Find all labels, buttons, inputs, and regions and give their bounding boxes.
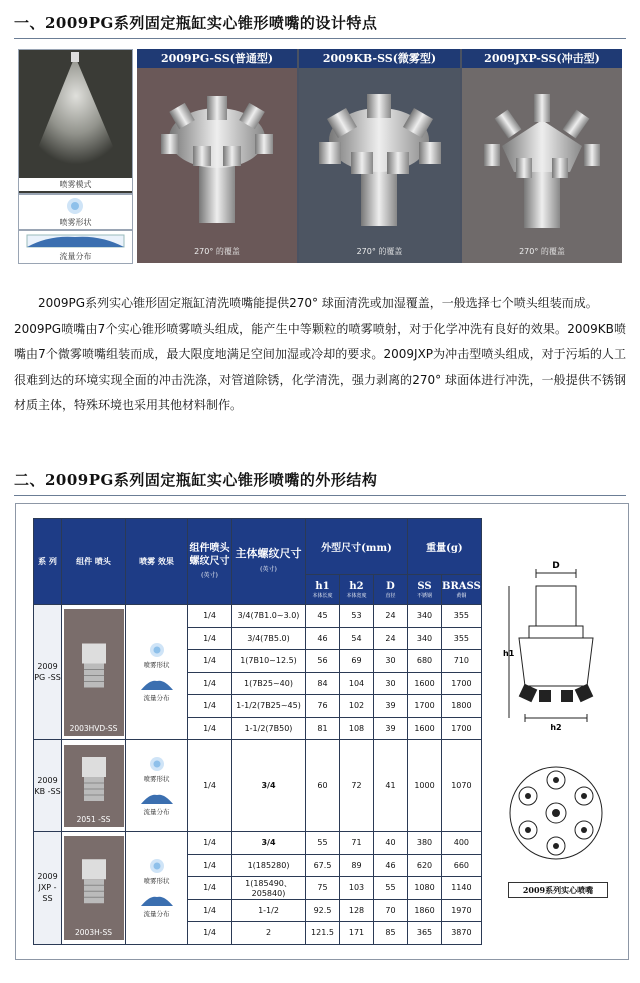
table-cell: 1860 (408, 899, 442, 922)
nozzle-model-label: 2003HVD-SS (69, 723, 118, 733)
nozzle-assembly-kb-image (299, 68, 460, 263)
product-gallery (137, 49, 622, 263)
dim-label-d: D (552, 561, 560, 571)
table-cell: 89 (340, 854, 374, 877)
table-cell: 85 (374, 922, 408, 945)
table-cell: 365 (408, 922, 442, 945)
table-cell: 1/4 (188, 899, 232, 922)
intro-paragraph-2: 2009PG喷嘴由7个实心锥形喷雾喷头组成，能产生中等颗粒的喷雾喷射，对于化学冲洗有良好的效果。2009KB喷嘴由7个微雾喷嘴组装而成，最大限度地满足空间加湿或冷却的要求。2009JXP为冲击型喷头组成，对于污垢的人工很难到达的环境实现全面的冲击洗涤，对管道除锈，化学清洗，强力剥离的270° 球面体进行冲洗，一般提供不锈钢材质主体，特殊环境也采用其他材料制作。 (14, 321, 626, 412)
table-cell: 1140 (442, 877, 482, 900)
table-cell: 1/4 (188, 627, 232, 650)
table-cell: 40 (374, 832, 408, 855)
product-title-jxp: 2009JXP-SS(冲击型) (462, 49, 622, 68)
nozzle-cell (62, 740, 126, 832)
spray-shape-label: 喷雾形状 (59, 218, 92, 227)
table-cell: 39 (374, 695, 408, 718)
table-row (34, 605, 482, 628)
table-cell: 75 (306, 877, 340, 900)
table-cell: 1800 (442, 695, 482, 718)
header-main-thread-unit: (英寸) (260, 565, 277, 573)
table-cell: 60 (306, 740, 340, 832)
spray-shape-box (18, 194, 133, 230)
table-cell: 1/4 (188, 877, 232, 900)
table-cell: 1600 (408, 672, 442, 695)
section1-title: 一、2009PG系列固定瓶缸实心锥形喷嘴的设计特点 (14, 14, 378, 32)
intro-text (14, 291, 626, 419)
table-cell: 70 (374, 899, 408, 922)
table-cell: 3/4 (232, 832, 306, 855)
table-cell: 67.5 (306, 854, 340, 877)
table-cell: 340 (408, 605, 442, 628)
effect-cell (126, 832, 188, 945)
diagram-caption: 2009系列实心喷嘴 (508, 882, 608, 898)
header-main-thread-label: 主体螺纹尺寸 (235, 546, 302, 560)
table-cell: 24 (374, 627, 408, 650)
series-cell: 2009 PG -SS (34, 605, 62, 740)
table-cell: 56 (306, 650, 340, 673)
table-cell: 1/4 (188, 854, 232, 877)
table-cell: 53 (340, 605, 374, 628)
dimension-diagram (501, 558, 611, 938)
table-cell: 380 (408, 832, 442, 855)
table-cell: 39 (374, 717, 408, 740)
header-effect: 喷雾 效果 (126, 519, 188, 605)
header-dims: 外型尺寸(mm) (306, 519, 408, 575)
effect-shape-label: 喷雾形状 (143, 661, 170, 669)
header-weight: 重量(g) (408, 519, 482, 575)
table-cell: 1(7B10~12.5) (232, 650, 306, 673)
flow-dist-icon (140, 893, 174, 907)
table-cell: 92.5 (306, 899, 340, 922)
table-cell: 171 (340, 922, 374, 945)
table-row (34, 832, 482, 855)
coverage-label-kb: 270° 的覆盖 (356, 247, 403, 256)
table-cell: 69 (340, 650, 374, 673)
intro-paragraph-1: 2009PG系列实心锥形固定瓶缸清洗喷嘴能提供270° 球面清洗或加湿覆盖，一般选择七个喷头组装而成。 (38, 296, 598, 310)
table-cell: 1/4 (188, 717, 232, 740)
header-series: 系 列 (34, 519, 62, 605)
table-cell: 1-1/2(7B50) (232, 717, 306, 740)
product-photo-kb (299, 68, 460, 263)
spray-mode-label: 喷雾模式 (19, 178, 132, 191)
table-cell: 46 (374, 854, 408, 877)
header-h2: h2 本体宽度 (340, 575, 374, 605)
table-cell: 620 (408, 854, 442, 877)
nozzle-cell (62, 605, 126, 740)
table-cell: 1/4 (188, 832, 232, 855)
table-cell: 104 (340, 672, 374, 695)
coverage-label-pg: 270° 的覆盖 (194, 247, 240, 256)
table-cell: 41 (374, 740, 408, 832)
spray-shape-icon (148, 642, 166, 658)
nozzle-model-label: 2051 -SS (76, 814, 111, 824)
table-cell: 2 (232, 922, 306, 945)
table-cell: 340 (408, 627, 442, 650)
header-thread-label: 组件喷头螺纹尺寸 (189, 542, 230, 567)
dim-label-h1: h1 (503, 649, 515, 658)
product-photo-jxp (462, 68, 622, 263)
table-cell: 1070 (442, 740, 482, 832)
spray-mode-box (18, 49, 133, 194)
table-cell: 1700 (408, 695, 442, 718)
table-cell: 81 (306, 717, 340, 740)
table-cell: 1700 (442, 717, 482, 740)
table-cell: 1/4 (188, 672, 232, 695)
spec-table (33, 518, 482, 945)
nozzle-photo (64, 609, 124, 736)
effect-cell (126, 605, 188, 740)
header-nozzle: 组件 喷头 (62, 519, 126, 605)
nozzle-photo (64, 745, 124, 827)
table-cell: 128 (340, 899, 374, 922)
table-cell: 84 (306, 672, 340, 695)
header-thread-unit: (英寸) (201, 571, 218, 579)
table-cell: 1-1/2 (232, 899, 306, 922)
effect-dist-label: 流量分布 (143, 909, 170, 918)
table-cell: 355 (442, 605, 482, 628)
table-cell: 24 (374, 605, 408, 628)
table-cell: 108 (340, 717, 374, 740)
nozzle-model-label: 2003H-SS (75, 928, 112, 937)
table-cell: 3/4(7B5.0) (232, 627, 306, 650)
table-cell: 1/4 (188, 922, 232, 945)
nozzle-tip-image (64, 836, 124, 927)
table-cell: 103 (340, 877, 374, 900)
nozzle-photo (64, 836, 124, 941)
section2-title: 二、2009PG系列固定瓶缸实心锥形喷嘴的外形结构 (14, 471, 378, 489)
table-cell: 30 (374, 672, 408, 695)
nozzle-tip-image (64, 745, 124, 813)
dim-label-h2: h2 (550, 723, 562, 732)
spray-photo (19, 50, 132, 178)
table-cell: 3870 (442, 922, 482, 945)
flow-dist-icon (19, 231, 132, 251)
table-cell: 400 (442, 832, 482, 855)
table-cell: 680 (408, 650, 442, 673)
table-cell: 1700 (442, 672, 482, 695)
nozzle-cell (62, 832, 126, 945)
nozzle-drawing (501, 558, 611, 878)
table-cell: 1-1/2(7B25~45) (232, 695, 306, 718)
nozzle-tip-image (64, 609, 124, 722)
table-cell: 102 (340, 695, 374, 718)
series-cell: 2009 KB -SS (34, 740, 62, 832)
table-cell: 55 (374, 877, 408, 900)
table-cell: 710 (442, 650, 482, 673)
table-cell: 1(7B25~40) (232, 672, 306, 695)
header-ss: SS 不锈钢 (408, 575, 442, 605)
spray-shape-icon (148, 858, 166, 874)
nozzle-assembly-jxp-image (462, 68, 622, 263)
table-cell: 1/4 (188, 695, 232, 718)
table-cell: 76 (306, 695, 340, 718)
table-cell: 54 (340, 627, 374, 650)
effect-dist-label: 流量分布 (143, 694, 170, 702)
product-photo-pg (137, 68, 297, 263)
product-title-pg: 2009PG-SS(普通型) (137, 49, 297, 68)
header-h1: h1 本体长度 (306, 575, 340, 605)
table-cell: 30 (374, 650, 408, 673)
flow-dist-box (18, 230, 133, 264)
table-cell: 1080 (408, 877, 442, 900)
coverage-label-jxp: 270° 的覆盖 (519, 247, 565, 256)
flow-dist-icon (140, 791, 174, 805)
table-cell: 1/4 (188, 740, 232, 832)
effect-cell (126, 740, 188, 832)
series-cell: 2009 JXP -SS (34, 832, 62, 945)
table-cell: 660 (442, 854, 482, 877)
table-cell: 1970 (442, 899, 482, 922)
table-cell: 55 (306, 832, 340, 855)
table-cell: 46 (306, 627, 340, 650)
nozzle-assembly-pg-image (137, 68, 297, 263)
table-cell: 72 (340, 740, 374, 832)
header-d: D 直径 (374, 575, 408, 605)
spec-frame (15, 503, 629, 960)
effect-shape-label: 喷雾形状 (143, 876, 170, 885)
table-cell: 355 (442, 627, 482, 650)
table-cell: 3/4 (232, 740, 306, 832)
table-cell: 1/4 (188, 605, 232, 628)
table-cell: 1(185490、205840) (232, 877, 306, 900)
table-cell: 1600 (408, 717, 442, 740)
table-cell: 121.5 (306, 922, 340, 945)
spray-legend-panel (18, 49, 133, 263)
effect-shape-label: 喷雾形状 (143, 774, 170, 783)
table-cell: 1000 (408, 740, 442, 832)
spray-shape-icon (19, 195, 132, 217)
header-main-thread (232, 519, 306, 605)
spray-shape-icon (148, 756, 166, 772)
table-cell: 71 (340, 832, 374, 855)
table-cell: 45 (306, 605, 340, 628)
table-cell: 3/4(7B1.0~3.0) (232, 605, 306, 628)
table-cell: 1/4 (188, 650, 232, 673)
spec-table-body (34, 605, 482, 945)
header-thread (188, 519, 232, 605)
flow-dist-label: 流量分布 (59, 252, 92, 261)
flow-dist-icon (140, 677, 174, 691)
product-title-kb: 2009KB-SS(微雾型) (299, 49, 460, 68)
section1-divider (14, 38, 626, 39)
header-brass: BRASS 黄铜 (442, 575, 482, 605)
table-row (34, 740, 482, 832)
section2-divider (14, 495, 626, 496)
effect-dist-label: 流量分布 (143, 807, 170, 816)
table-cell: 1(185280) (232, 854, 306, 877)
